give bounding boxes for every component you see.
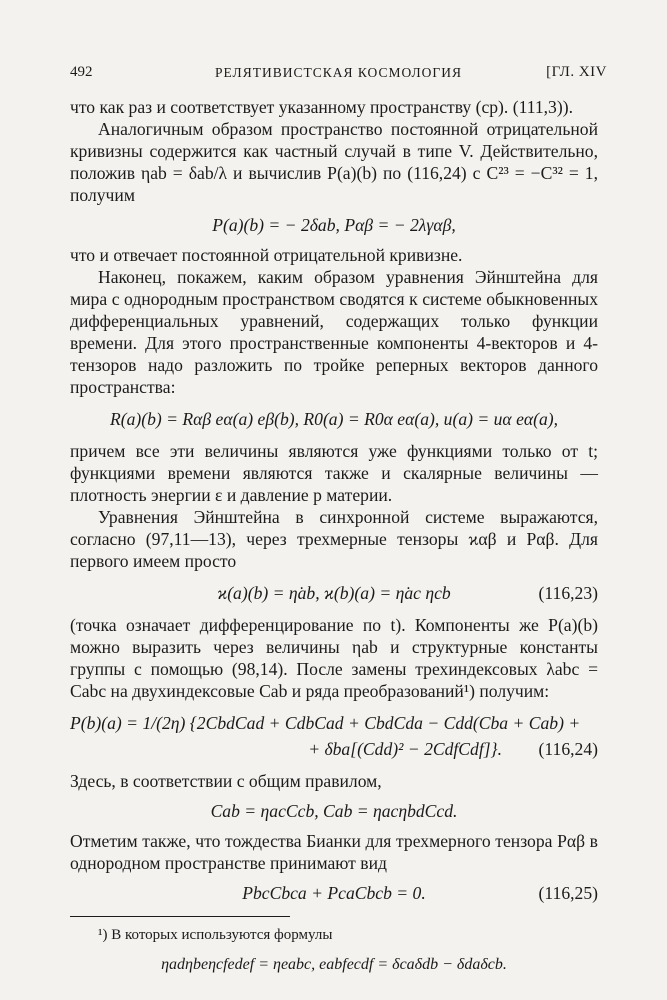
- equation-line: P(b)(a) = 1/(2η) {2CbdCad + CdbCad + CbdCda − Cdd(Cba + Cab) +: [70, 713, 581, 733]
- page-number: 492: [70, 64, 93, 80]
- chapter-label: [ГЛ. XIV: [546, 64, 607, 80]
- equation: Cab = ηacCcb, Cab = ηacηbdCcd.: [210, 801, 458, 821]
- paragraph: (точка означает дифференцирование по t). Компоненты же P(a)(b) можно выразить через величины ηab и структурные константы группы с помощью (98,14). После замены трехиндексовых λabc = Cabc на двухиндексовые Cab и ряда преобразований¹) получим:: [70, 615, 598, 701]
- paragraph: Здесь, в соответствии с общим правилом,: [70, 771, 382, 791]
- equation-body: ϰ(a)(b) = η̇ab, ϰ(b)(a) = η̇ac ηcb: [217, 583, 451, 603]
- footnote-rule: [70, 916, 290, 917]
- equation: [70, 582, 598, 604]
- paragraph: Наконец, покажем, каким образом уравнения Эйнштейна для мира с однородным пространством сводятся к системе обыкновенных дифференциальных уравнений, содержащих только функции времени. Для этого пространственные компоненты 4-векторов и 4-тензоров надо разложить по тройке реперных векторов данного пространства:: [70, 267, 598, 397]
- equation-body: PbcCbca + PcaCbcb = 0.: [242, 883, 426, 903]
- footnote-formula: ηadηbeηcfedef = ηeabc, eabfecdf = δcaδdb − δdaδcb.: [161, 956, 507, 973]
- equation-number: (116,25): [538, 883, 598, 903]
- running-header: [70, 64, 607, 88]
- equation-number: (116,23): [538, 583, 598, 603]
- equation: R(a)(b) = Rαβ eα(a) eβ(b), R0(a) = R0α eα(a), u(a) = uα eα(a),: [109, 409, 559, 429]
- equation: [70, 738, 598, 760]
- paragraph: Аналогичным образом пространство постоянной отрицательной кривизны содержится как частный случай в типе V. Действительно, положив ηab = δab/λ и вычислив P(a)(b) по (116,24) с C²³ = −C³² = 1, получим: [70, 119, 598, 205]
- paragraph: Уравнения Эйнштейна в синхронной системе выражаются, согласно (97,11—13), через трехмерные тензоры ϰαβ и Pαβ. Для первого имеем просто: [70, 507, 598, 571]
- equation-number: (116,24): [538, 739, 598, 759]
- equation: [70, 882, 598, 904]
- page-body: [70, 96, 598, 975]
- paragraph: причем все эти величины являются уже функциями только от t; функциями времени являются также и скалярные величины — плотность энергии ε и давление p материи.: [70, 441, 598, 505]
- equation-body: + δba[(Cdd)² − 2CdfCdf]}.: [308, 739, 502, 759]
- footnote: [70, 925, 598, 975]
- paragraph: Отметим также, что тождества Бианки для трехмерного тензора Pαβ в однородном пространстве принимают вид: [70, 831, 598, 873]
- equation: P(a)(b) = − 2δab, Pαβ = − 2λγαβ,: [212, 215, 456, 235]
- paragraph: что и отвечает постоянной отрицательной кривизне.: [70, 245, 463, 265]
- paragraph: что как раз и соответствует указанному пространству (ср). (111,3)).: [70, 97, 573, 117]
- footnote-text: ¹) В которых используются формулы: [98, 927, 333, 943]
- running-title: РЕЛЯТИВИСТСКАЯ КОСМОЛОГИЯ: [214, 65, 462, 80]
